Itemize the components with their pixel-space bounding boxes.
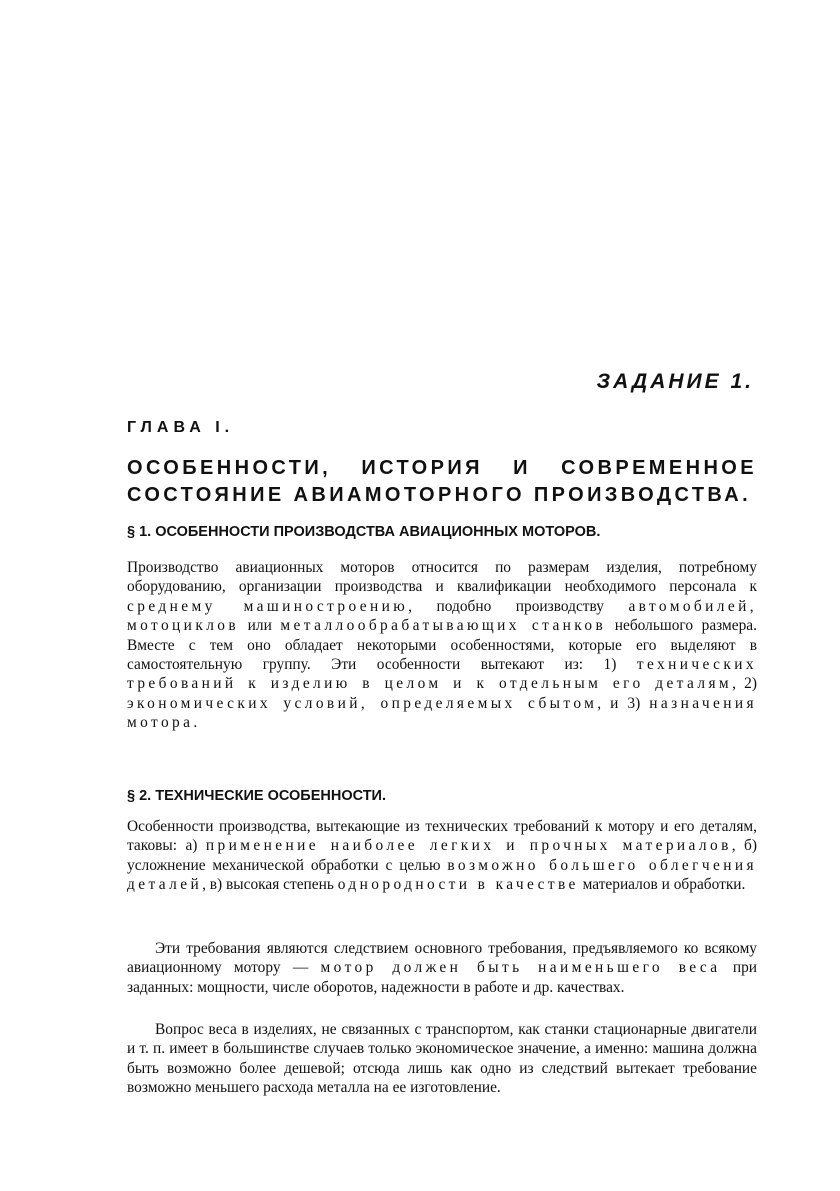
chapter-title: ОСОБЕННОСТИ, ИСТОРИЯ И СОВРЕМЕННОЕ СОСТОЯНИЕ АВИАМОТОРНОГО ПРОИЗВОДСТВА. [127, 457, 757, 506]
section-1-paragraph: Производство авиационных моторов относится по размерам изделия, потребному оборудованию, организации производства и квалификации необходимого персонала к среднему машиностроению, подобно производству автомобилей, мотоциклов или металлообрабатывающих станков небольшого размера. Вместе с тем оно обладает некоторыми особенностями, которые его выделяют в самостоятельную группу. Эти особенности вытекают из: 1) технических требований к изделию в целом и к отдельным его деталям, 2) экономических условий, определяемых сбытом, и 3) назначения мотора. [127, 559, 757, 732]
section-2-paragraph-3: Вопрос веса в изделиях, не связанных с транспортом, как станки стационарные двигатели и т. п. имеет в большинстве случаев только экономическое значение, а именно: машина должна быть возможно более дешевой; отсюда лишь как одно из следствий вытекает требование возможно меньшего расхода металла на ее изготовление. [127, 1021, 757, 1097]
section-1-title: § 1. ОСОБЕННОСТИ ПРОИЗВОДСТВА АВИАЦИОННЫХ МОТОРОВ. [127, 524, 601, 540]
section-2-paragraph-1: Особенности производства, вытекающие из технических требований к мотору и его деталям, таковы: а) применение наиболее легких и прочных материалов, б) усложнение механической обработки с целью возможно большего облегчения деталей, в) высокая степень однородности в качестве материалов и обработки. [127, 818, 758, 894]
chapter-heading: ГЛАВА I. [127, 419, 235, 436]
assignment-heading: ЗАДАНИЕ 1. [596, 370, 754, 393]
section-2-title: § 2. ТЕХНИЧЕСКИЕ ОСОБЕННОСТИ. [127, 788, 387, 804]
section-2-paragraph-2: Эти требования являются следствием основного требования, предъявляемого ко всякому авиационному мотору — мотор должен быть наименьшего веса при заданных: мощности, числе оборотов, надежности в работе и др. качествах. [127, 940, 758, 996]
